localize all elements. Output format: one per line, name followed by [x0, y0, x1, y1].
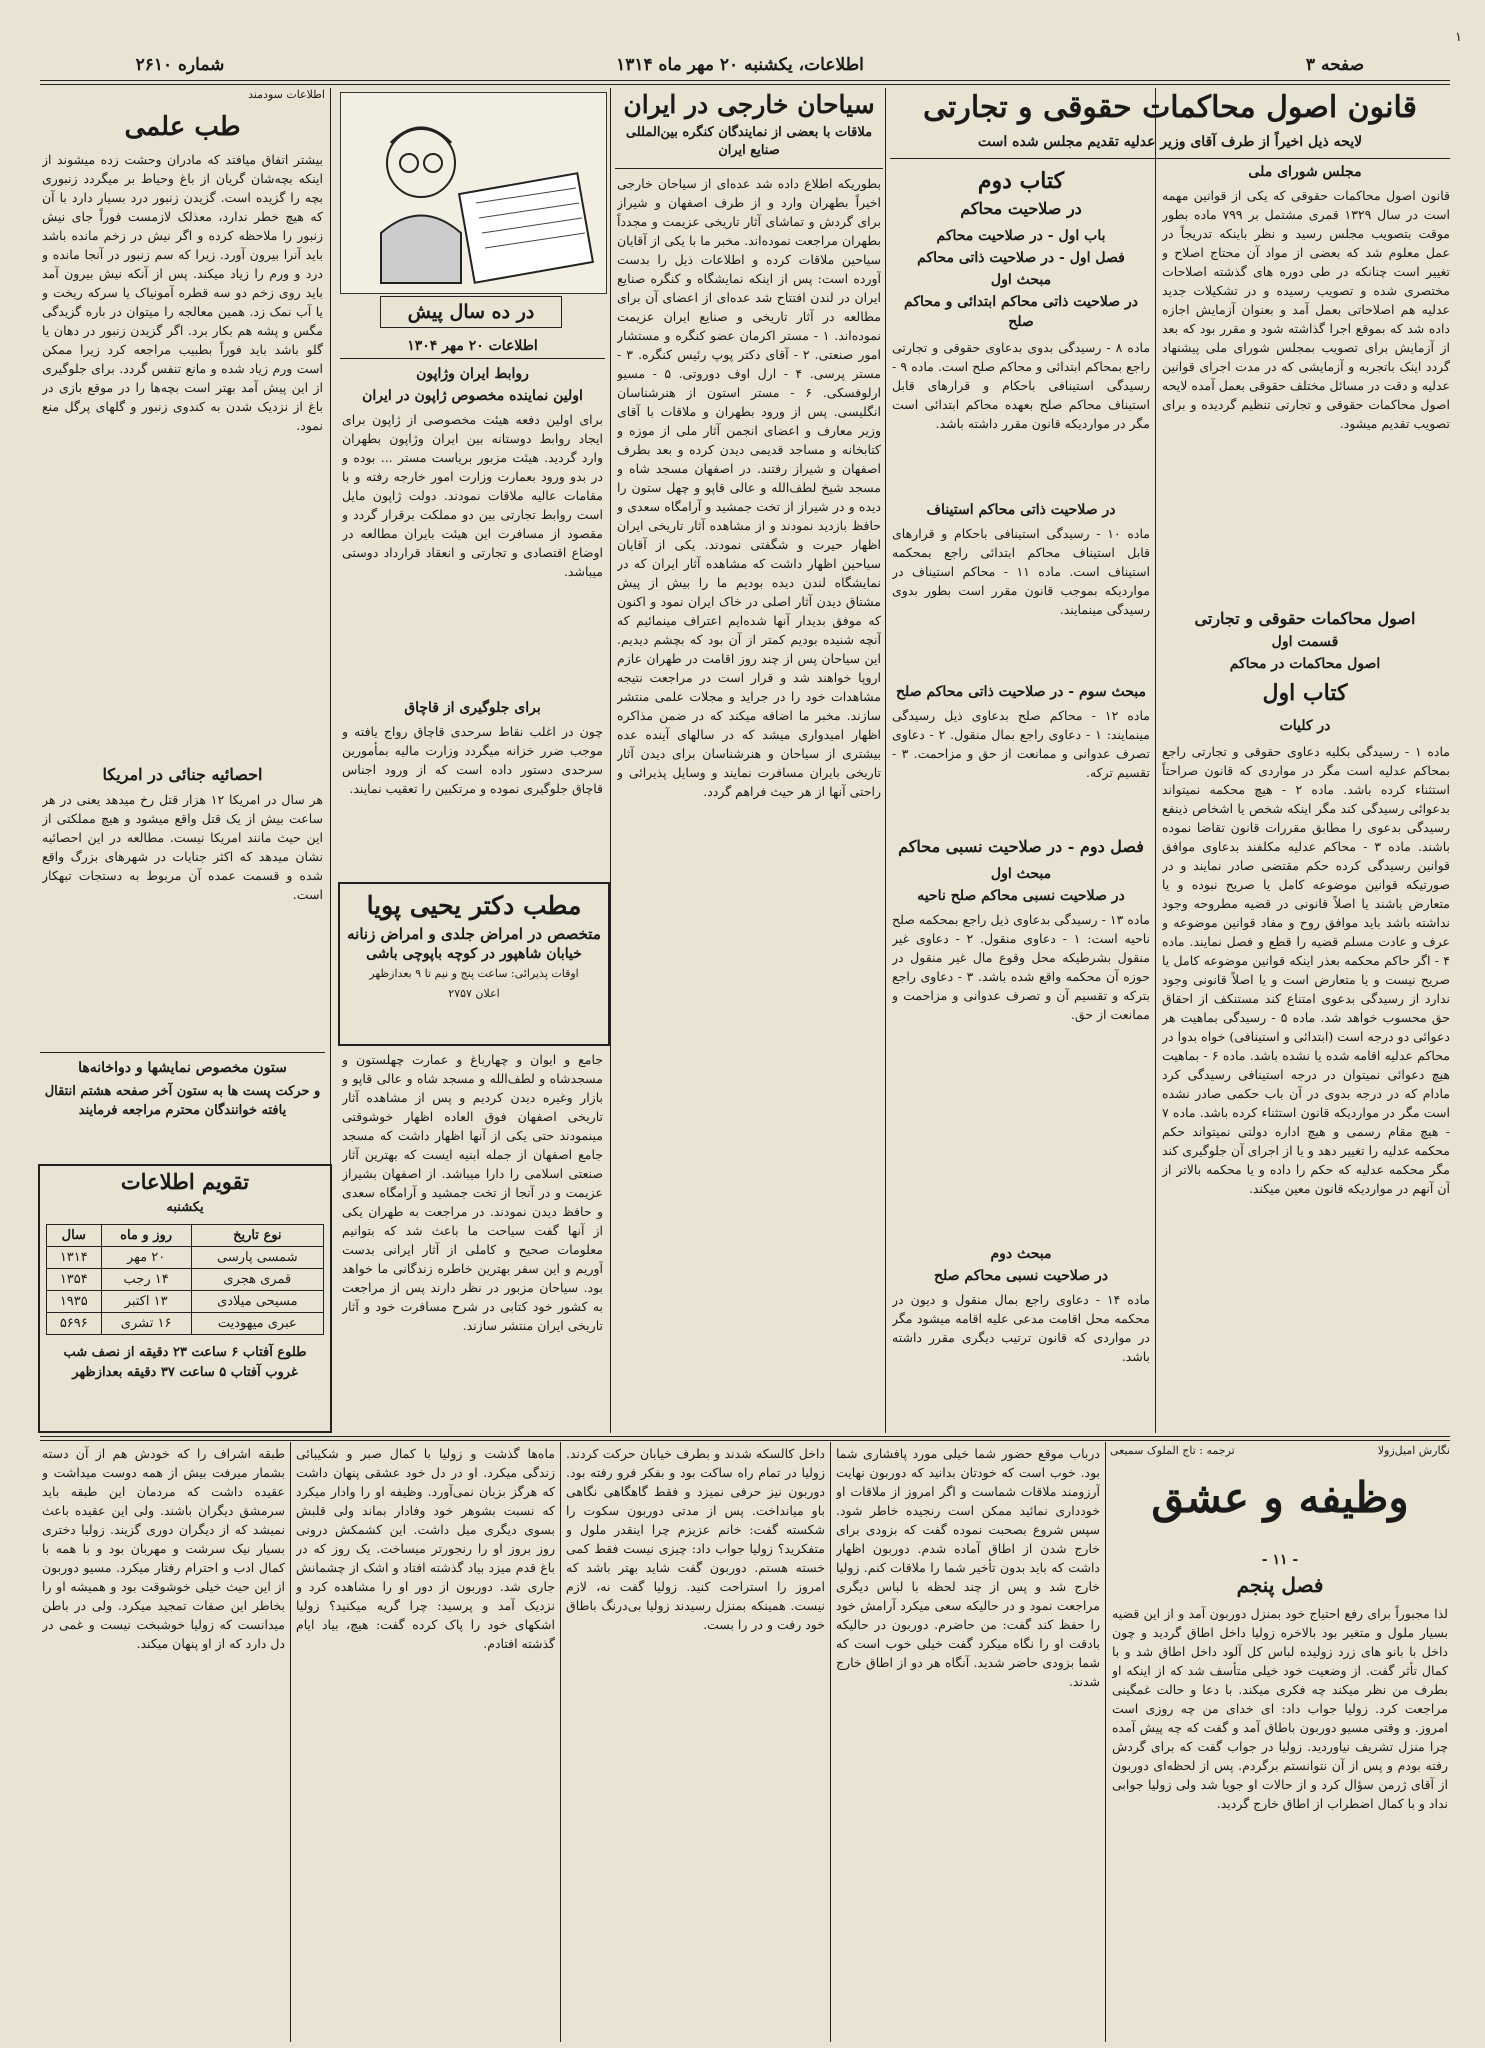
ten-years-title: در ده سال پیش [380, 296, 562, 328]
law-topic-four-sub: در صلاحیت نسبی محاکم صلح ناحیه [917, 888, 1125, 904]
tourists-body: بطوریکه اطلاع داده شد عده‌ای از سیاحان خارجی اخیراً بطهران وارد و از طرف اصفهان و شیراز برای گردش و تماشای آثار تاریخی عزیمت و مجدداً بطهران مراجعت نموده‌اند. مخبر ما با یکی از آقایان سیاحین ملاقات کرده و اطلاعات ذیل را بدست آورده است: پس از اینکه نمایشگاه و کنگره صنایع ایران در لندن افتتاح شد عده‌ای از اعضای آن برای مطالعه در آثار تاریخی و صنایع ایران عزیمت نموده‌اند. ۱ - مستر اکرمان عضو کنگره و مستشار امور صنعتی. ۲ - آقای دکتر پوپ رئیس کنگره. ۳ - مستر پرسی. ۴ - ارل اوف دوروتی. ۵ - مسیو ارلوفسکی. ۶ - مستر استون از هنرشناسان انگلیسی. پس از ورود بطهران و ملاقات با آقای وزیر معارف و اعضای انجمن آثار ملی از موزه و کتابخانه و مساجد قدیمی دیدن کرده و بعد بطرف اصفهان و شیراز رفتند. در اصفهان مسجد شاه و مسجد شیخ لطف‌الله و عالی قاپو و چهل ستون را دیده و در شیراز از تخت جمشید و آرامگاه سعدی و حافظ بازدید نمودند و از مشاهده آثار تاریخی ایران اظهار حیرت و شگفتی نمودند. یکی از آقایان سیاحین اظهار داشت که مشاهده آثار ایران که در نمایشگاه لندن دیده بودیم ما را بیش از پیش مشتاق دیدن آثار اصلی در خاک ایران نمود و اکنون که موفق بدیدار آنها شده‌ایم اعتراف مینمائیم که آنچه شنیده بودیم کمتر از آن بود که بچشم دیدیم. این سیاحان پس از چند روز اقامت در طهران عازم اروپا خواهند شد و قرار است در مراجعت نتیجه مشاهدات خود را در جراید و مجلات علمی منتشر سازند. مخبر ما اضافه میکند که در ضمن مذاکره اظهار امیدواری میشد که در سالهای آینده عده بیشتری از سیاحان و هنرشناسان برای دیدن آثار تاریخی بایران مسافرت نمایند و وسایل پذیرائی و راحتی آنها از هر حیث فراهم گردد. [617, 176, 881, 799]
law-articles-e: ماده ۱۴ - دعاوی راجع بمال منقول و دیون در محکمه محل اقامت مدعی علیه اقامه میشود مگر در مواردی که قانون ترتیب دیگری مقرر داشته باشد. [892, 1292, 1150, 1364]
serial-translator: ترجمه : تاج الملوک سمیعی [1110, 1444, 1235, 1457]
ten-years-rule [340, 358, 605, 359]
doctor-ad-line1: متخصص در امراض جلدی و امراض زنانه [347, 925, 601, 943]
serial-column-rule [290, 1442, 291, 2042]
serial-number: - ۱۱ - [1261, 1552, 1299, 1568]
notice-title: ستون مخصوص نمایشها و دواخانه‌ها [78, 1060, 287, 1076]
law-topic-two-sub: در صلاحیت ذاتی محاکم استیناف [926, 502, 1116, 518]
calendar-row [47, 1269, 324, 1291]
law-intro-body: قانون اصول محاکمات حقوقی که یکی از قوانین مهمه است در سال ۱۳۲۹ قمری مشتمل بر ۷۹۹ ماده بطور موقت بتصویب مجلس رسید و نظر باینکه تدریجاً در عمل معلوم شد که بعضی از مواد آن محتاج اصلاح و تغییر است چنانکه در طی دوره های گذشته اصلاحات مختصری شده و تصویب رسیده و در تشکیلات جدید عدلیه هم اصلاحاتی بعمل آمد و بعنوان آزمایش اجازه داده شد که بموقع اجرا گذاشته شود و مقرر بود که بعد از آزمایش برای تصویب بمجلس شورای ملی پیشنهاد گردد اینک باتجربه و آزمایشی که در مدت اجرای قوانین عدلیه و دقت در مسائل مختلف حقوقی بعمل آمده لایحه اصول محاکمات حقوقی و تجارتی تنظیم گردیده و برای تصویب تقدیم میشود. [1162, 188, 1450, 431]
masthead: اطلاعات، یکشنبه ۲۰ مهر ماه ۱۳۱۴ [616, 55, 864, 75]
calendar-cell: شمسی پارسی [191, 1247, 323, 1269]
law-chapter-one: باب اول - در صلاحیت محاکم [936, 228, 1106, 244]
law-intro-heading: مجلس شورای ملی [1248, 164, 1362, 180]
calendar-row [47, 1313, 324, 1335]
doctor-ad-code: اعلان ۲۷۵۷ [448, 987, 500, 1000]
law-part-heading: اصول محاکمات حقوقی و تجارتی [1194, 609, 1416, 628]
ten-years-h3: برای جلوگیری از قاچاق [404, 700, 541, 716]
masthead-rule [40, 80, 1450, 85]
notice-body: و حرکت پست ها به ستون آخر صفحه هشتم انتقال یافته خوانندگان محترم مراجعه فرمایند [44, 1084, 321, 1118]
column-rule [885, 88, 886, 1433]
calendar-cell: مسیحی میلادی [191, 1291, 323, 1313]
corner-number: ۱ [1455, 30, 1462, 45]
issue-label: شماره ۲۶۱۰ [135, 55, 225, 75]
tourists-subtitle: ملاقات با بعضی از نمایندگان کنگره بین‌المللی صنایع ایران [625, 125, 873, 158]
law-rule [890, 158, 1450, 159]
law-articles-d: ماده ۱۳ - رسیدگی بدعاوی ذیل راجع بمحکمه صلح ناحیه است: ۱ - دعاوی منقول. ۲ - دعاوی غیر منقول بشرطیکه محل وقوع مال غیر منقول در حوزه آن محکمه واقع شده باشد. ۳ - دعاوی راجع بترکه و تقسیم آن و تصرف عدوانی و مزاحمت و ممانعت از حق. [892, 912, 1150, 1022]
law-book-one: کتاب اول [1262, 680, 1348, 706]
medical-body: بیشتر اتفاق میافتد که مادران وحشت زده میشوند از اینکه بچه‌شان گریان از باغ وحیاط بر میگردد زنبوری بچه را گزیده است. گزیدن زنبور درد بسیار دارد با آن که هیچ خطر ندارد، معذلک لازمست فوراً جای نیش زنبور را ملاحظه کرده و اگر نیش در زخم مانده باشد باید آنرا بیرون آورد. زیرا که سم زنبور در آنجا مانده و درد و ورم را زیاد میکند. پس از آنکه نیش بیرون آمد باید روی زخم دو سه قطره آمونیاک یا سرکه ریخت و یا آب نمک زد. همین معالجه را میتوان در باره گزیدگی مگس و پشه هم بکار برد. اگر گزیدن زنبور در دهان یا گلو باشد باید فوراً بطبیب مراجعه کرد زیرا ممکن است ورم زیاد شده و مانع تنفس گردد. برای جلوگیری از این پیش آمد بهتر است بچه‌ها را در موقع بازی در باغ از نزدیک شدن به کندوی زنبور و گلهای پرگل منع نمود. [42, 152, 323, 433]
tourists-rule [615, 168, 883, 169]
law-topic-five: مبحث دوم [990, 1246, 1052, 1262]
law-section-heading: قسمت اول [1271, 634, 1339, 650]
calendar-subtitle: یکشنبه [166, 1200, 204, 1215]
doctor-ad-title: مطب دکتر یحیی پویا [366, 891, 582, 920]
crime-stats-body: هر سال در امریکا ۱۲ هزار قتل رخ میدهد یعنی در هر ساعت بیش از یک قتل واقع میشود و هیچ مملکتی از این حیث مانند امریکا نیست. مطالعه در این احصائیه نشان میدهد که اکثر جنایات در شهرهای بزرگ واقع شده و قسمت عمده آن مربوط به دستجات تبهکار است. [42, 792, 323, 902]
law-book-two: کتاب دوم [977, 168, 1065, 194]
law-general-heading: در کلیات [1279, 718, 1331, 734]
law-articles-c: ماده ۱۲ - محاکم صلح بدعاوی ذیل رسیدگی مینمایند: ۱ - دعاوی راجع بمال منقول. ۲ - دعاوی تصرف عدوانی و ممانعت از حق و مزاحمت. ۳ - تقسیم ترکه. [892, 708, 1150, 780]
calendar-title: تقویم اطلاعات [120, 1169, 250, 1194]
law-subtitle: لایحه ذیل اخیراً از طرف آقای وزیر عدلیه تقدیم مجلس شده است [977, 134, 1363, 150]
doctor-ad-line3: اوقات پذیرائی: ساعت پنج و نیم تا ۹ بعدازظهر [369, 967, 579, 980]
law-section-two: فصل دوم - در صلاحیت نسبی محاکم [898, 837, 1144, 856]
ten-years-h2: اولین نماینده مخصوص ژاپون در ایران [362, 388, 583, 404]
calendar-row [47, 1247, 324, 1269]
calendar-cell: ۱۴ رجب [101, 1269, 191, 1291]
calendar-box [38, 1164, 332, 1433]
ten-years-body2: چون در اغلب نقاط سرحدی قاچاق رواج یافته و موجب ضرر خزانه میگردد وزارت مالیه بمأمورین سرحدی دستور داده است که از ورود اجناس قاچاق جلوگیری نموده و مرتکبین را تعقیب نمایند. [342, 724, 603, 796]
calendar-sunset: غروب آفتاب ۵ ساعت ۳۷ دقیقه بعدازظهر [72, 1365, 298, 1380]
serial-col4: ماه‌ها گذشت و زولیا با کمال صبر و شکیبائی زندگی میکرد. او در دل خود عشقی پنهان داشت که هرگز بزبان نمی‌آورد. وظیفه او را وادار میکرد که نسبت بشوهر خود وفادار بماند ولی قلبش بسوی دیگری میل داشت. این کشمکش درونی روز بروز او را رنجورتر میساخت. یک روز که در باغ قدم میزد بیاد گذشته افتاد و اشک از چشمانش جاری شد. دوربون از دور او را مشاهده کرد و نزدیک آمد و پرسید: چرا گریه میکنید؟ زولیا اشکهای خود را پاک کرده گفت: هیچ، بیاد ایام گذشته افتادم. [296, 1446, 555, 1651]
law-section-sub: اصول محاکمات در محاکم [1229, 656, 1381, 672]
tourists-title: سیاحان خارجی در ایران [623, 90, 875, 119]
serial-divider [40, 1436, 1450, 1441]
column-rule [1155, 88, 1156, 1433]
crime-stats-heading: احصائیه جنائی در امریکا [102, 765, 263, 784]
serial-col1: لذا مجبوراً برای رفع احتیاج خود بمنزل دوربون آمد و از این قضیه بسیار ملول و متغیر بود بالاخره زولیا داخل اطاق گردید و چون داخل با بانو های زرد زولیده لباس کل آلود داخل اطاق شد و با کمال تأثر گفت. از وضعیت خود خیلی متأسف شد که از اینکه او بطرف من نظر میکند چه فکری میکند. با دعا و حالت غمگینی مراجعت کرد. زولیا جواب داد: ای خدای من چه روزی است امروز. و وقتی مسیو دوربون باطاق آمد و گفت که چه پیش آمده چرا منزل تشریف نیاوردید. زولیا در جواب گفت که برای گردش رفته بودم و پس از آن نتوانستم برگردم. پس از لحظه‌ای دوربون از آقای ژرمن سؤال کرد و از حالات او جویا شد ولی زولیا جوابی نداد و با کمال اضطراب از اطاق خارج گردید. [1112, 1606, 1448, 1811]
law-articles-a: ماده ۸ - رسیدگی بدوی بدعاوی حقوقی و تجارتی راجع بمحاکم ابتدائی و محاکم صلح است. ماده ۹ - رسیدگی استینافی باحکام و قرارهای قابل استیناف محاکم صلح بعهده محاکم ابتدائی است مگر در مواردیکه قانون مقرر داشته باشد. [892, 340, 1150, 431]
serial-col2: درباب موقع حضور شما خیلی مورد پافشاری شما بود. خوب است که خودتان بدانید که دوربون نهایت آرزومند ملاقات شماست و اگر امروز از ملاقات او خودداری نمائید ممکن است رنجیده خاطر شود. سپس شروع بصحبت نموده گفت که بزودی برای خارج شدن از اطاق آماده شدم. دوربون اظهار داشت که باید بدون تأخیر شما را ملاقات کنم. زولیا خارج شد و پس از چند لحظه با لباس دیگری مراجعت نمود و در حالیکه سعی میکرد آرامش خود را حفظ کند گفت: من حاضرم. دوربون در حالیکه بادقت او را نگاه میکرد گفت خیلی خوب است که شما بزودی حاضر شدید. آنگاه هر دو از اطاق خارج شدند. [836, 1446, 1100, 1689]
law-topic-five-sub: در صلاحیت نسبی محاکم صلح [934, 1268, 1108, 1284]
reader-illustration-icon [341, 93, 606, 293]
calendar-cell: ۱۳۵۴ [47, 1269, 102, 1291]
calendar-sunrise: طلوع آفتاب ۶ ساعت ۲۳ دقیقه از نصف شب [63, 1345, 307, 1360]
heritage-body: جامع و ایوان و چهارباغ و عمارت چهلستون و مسجدشاه و لطف‌الله و مسجد شاه و عالی قاپو و بازار وغیره دیدن کردیم و پس از مشاهده آثار تاریخی اصفهان فوق العاده اظهار خوشوقتی مینمودند حتی یکی از آنها اظهار داشت که مسجد جامع اصفهان از جمله ابنیه ایست که بهترین آثار صنعتی اسلامی را دارا میباشد. از اصفهان بشیراز عزیمت و در آنجا از تخت جمشید و آرامگاه سعدی و حافظ دیدن نمودند. در مراجعت به طهران یکی از آنها گفت سیاحت ما باعث شد که بتوانیم معلومات صحیح و کاملی از آثار ایرانی بدست آوریم و این سفر بهترین خاطره زندگانی ما خواهد بود. سیاحان مزبور در نظر دارند پس از مراجعت به کشور خود کتابی در شرح مسافرت خود و آثار تاریخی ایران منتشر سازند. [342, 1052, 603, 1333]
law-articles-b: ماده ۱۰ - رسیدگی استینافی باحکام و قرارهای قابل استیناف محاکم ابتدائی راجع بمحکمه استیناف است. ماده ۱۱ - محاکم استیناف در مواردیکه بموجب قانون مقرر است بطور بدوی رسیدگی مینمایند. [892, 526, 1150, 617]
calendar-cell: ۵۶۹۶ [47, 1313, 102, 1335]
law-book-two-sub: در صلاحیت محاکم [960, 199, 1082, 218]
useful-info-label: اطلاعات سودمند [248, 88, 325, 101]
serial-title: وظیفه و عشق [1151, 1473, 1409, 1522]
calendar-cell: ۱۹۳۵ [47, 1291, 102, 1313]
doctor-ad-line2: خیابان شاهپور در کوچه باپوچی باشی [366, 946, 582, 962]
calendar-cell: ۱۶ تشری [101, 1313, 191, 1335]
column-rule [610, 88, 611, 1433]
calendar-cell: قمری هجری [191, 1269, 323, 1291]
calendar-row [47, 1291, 324, 1313]
ten-years-h1: روابط ایران وژاپون [416, 366, 529, 382]
serial-column-rule [560, 1442, 561, 2042]
calendar-cell: ۱۳ اکتبر [101, 1291, 191, 1313]
law-topic-three: مبحث سوم - در صلاحیت ذاتی محاکم صلح [896, 684, 1146, 700]
serial-col5: طبقه اشراف را که خودش هم از آن دسته بشمار میرفت بیش از همه دوست میداشت و عقیده داشت که مردمان این طبقه باید سرمشق دیگران باشند. ولی این عقیده باعث نمیشد که از دیگران دوری گزیند. زولیا دختری بسیار نیک سرشت و مهربان بود و با همه با کمال ادب و احترام رفتار میکرد. مسیو دوربون از این حیث خیلی خوشوقت بود و همیشه او را بخاطر این صفات تمجید میکرد. ولی در باطن میدانست که زولیا خوشبخت نیست و غمی در دل دارد که از او پنهان میکند. [42, 1446, 285, 1651]
calendar-col-day: روز و ماه [101, 1225, 191, 1247]
doctor-ad [338, 882, 610, 1046]
calendar-col-type: نوع تاریخ [191, 1225, 323, 1247]
medical-title: طب علمی [124, 112, 241, 142]
serial-header [1110, 1444, 1450, 1457]
page-label: صفحه ۳ [1305, 55, 1365, 75]
illustration-reader [340, 92, 607, 294]
law-title: قانون اصول محاکمات حقوقی و تجارتی [922, 90, 1418, 125]
serial-column-rule [830, 1442, 831, 2042]
law-articles-col1: ماده ۱ - رسیدگی بکلیه دعاوی حقوقی و تجارتی راجع بمحاکم عدلیه است مگر در مواردی که قانون صراحتاً استثناء کرده باشد. ماده ۲ - هیچ محکمه نمیتواند بدعوائی رسیدگی کند مگر اینکه شخص یا اشخاص ذینفع رسیدگی بدعوی را مطابق مقررات قانون تقاضا نموده باشند. ماده ۳ - محاکم عدلیه مکلفند بدعاوی موافق قوانین رسیدگی کرده حکم مقتضی صادر نمایند و در صورتیکه قوانین موضوعه کامل یا صریح نبوده و یا متعارض باشند یا اصلاً قانونی در قضیه مطروحه وجود نداشته باشد باید موافق روح و مفاد قوانین موضوعه و عرف و عادت مسلم قضیه را قطع و فصل نمایند. ماده ۴ - اگر حاکم محکمه بعذر اینکه قوانین موضوعه کامل یا صریح نیست و یا متعارض است و یا اصلاً قانونی وجود ندارد از رسیدگی بدعوی امتناع کند مستنکف از احقاق حق محسوب خواهد شد. ماده ۵ - رسیدگی بماهیت هر دعوائی دو درجه است (ابتدائی و استینافی) خواه بدوا در محاکم عدلیه اقامه شده یا نشده باشد. ماده ۶ - بماهیت هیچ دعوائی نمیتوان در درجه استینافی رسیدگی کرد مادام که در درجه بدوی در آن باب حکمی صادر نشده است مگر در مواردیکه قانون استثناء کرده باشد. ماده ۷ - هیچ مقام رسمی و هیچ اداره دولتی نمیتواند حکم محکمه عدلیه را تغییر دهد و یا از اجرای آن جلوگیری کند مگر محکمه عدلیه که حکم را داده و یا محکمه بالاتر از آن آنهم در مواردیکه قانون معین میکند. [1162, 744, 1450, 1196]
notice-rule [40, 1052, 325, 1053]
ten-years-dateline: اطلاعات ۲۰ مهر ۱۳۰۴ [407, 338, 538, 354]
serial-author: نگارش امیل‌زولا [1377, 1444, 1450, 1457]
law-topic-four: مبحث اول [990, 866, 1052, 882]
calendar-col-year: سال [47, 1225, 102, 1247]
ten-years-body1: برای اولین دفعه هیئت مخصوصی از ژاپون برای ایجاد روابط دوستانه بین ایران وژاپون بطهران وارد گردید. هیئت مزبور بریاست مستر ... بوده و در بدو ورود بعمارت وزارت امور خارجه رفته و با مقامات عالیه ملاقات نمودند. دولت ژاپون مایل است روابط تجارتی بین دو مملکت برقرار گردد و مقصود از مسافرت این هیئت بایران مطالعه در اوضاع اقتصادی و تجارتی و انعقاد قرارداد دوستی میباشد. [342, 412, 603, 579]
calendar-cell: عبری میهودیت [191, 1313, 323, 1335]
serial-chapter: فصل پنجم [1236, 1573, 1324, 1597]
law-topic-one-sub: در صلاحیت ذاتی محاکم ابتدائی و محاکم صلح [904, 294, 1138, 330]
calendar-table [46, 1224, 324, 1335]
law-topic-one: مبحث اول [990, 272, 1052, 288]
serial-col3: داخل کالسکه شدند و بطرف خیابان حرکت کردند. زولیا در تمام راه ساکت بود و بفکر فرو رفته بود. دوربون نیز حرفی نمیزد و فقط گاهگاهی نگاهی باو میانداخت. پس از مدتی دوربون سکوت را شکسته گفت: خانم عزیزم چرا اینقدر ملول و متفکرید؟ زولیا جواب داد: چیزی نیست فقط کمی خسته هستم. دوربون گفت شاید بهتر باشد که امروز را استراحت کنید. زولیا گفت نه، لازم نیست. همینکه بمنزل رسیدند زولیا بی‌درنگ باطاق خود رفت و در را بست. [566, 1446, 825, 1632]
serial-column-rule [1105, 1442, 1106, 2042]
calendar-cell: ۲۰ مهر [101, 1247, 191, 1269]
law-section-one: فصل اول - در صلاحیت ذاتی محاکم [917, 250, 1125, 266]
calendar-cell: ۱۳۱۴ [47, 1247, 102, 1269]
